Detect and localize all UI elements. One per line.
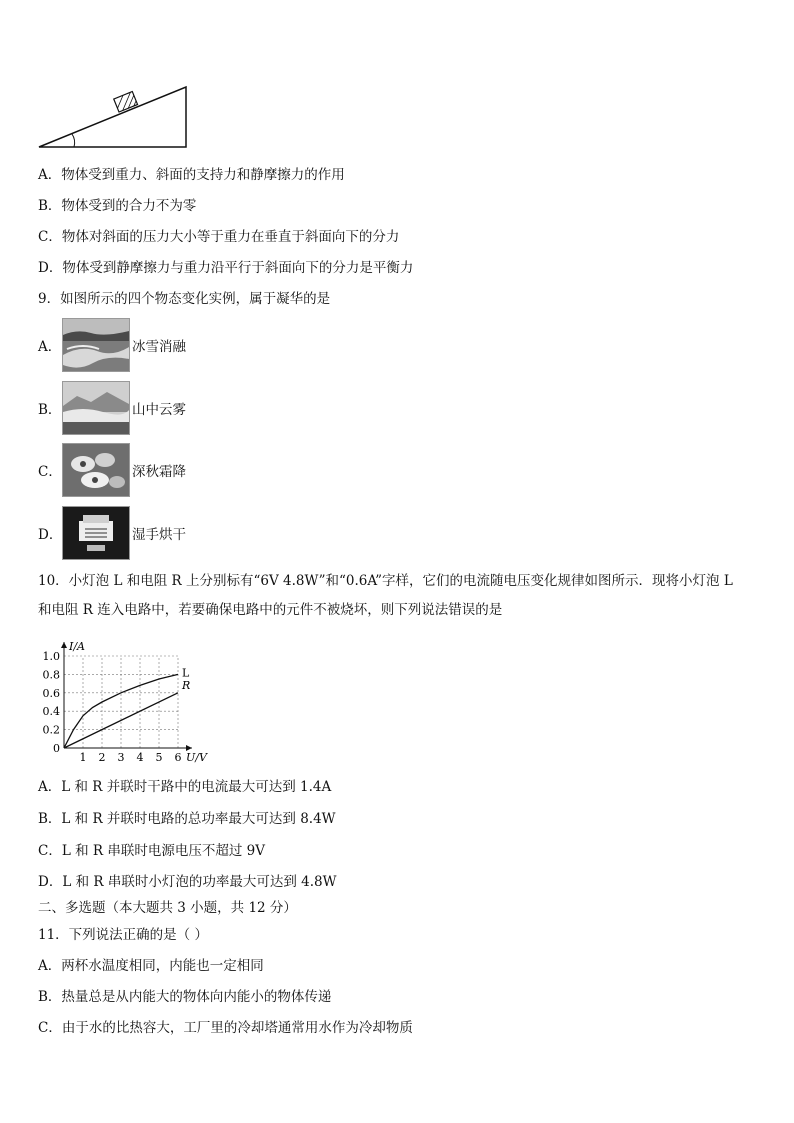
q11-stem: 11．下列说法正确的是（ ） <box>38 927 208 943</box>
x-tick-label: 3 <box>117 751 125 764</box>
q10-option-b: B．L 和 R 并联时电路的总功率最大可达到 8.4W <box>38 811 336 827</box>
q9-stem: 9．如图所示的四个物态变化实例，属于凝华的是 <box>38 291 331 307</box>
origin-label: 0 <box>53 742 60 755</box>
series-label-R: R <box>182 678 191 692</box>
x-tick-label: 6 <box>174 751 182 764</box>
q9-option-c <box>38 443 186 497</box>
section2-heading: 二、多选题（本大题共 3 小题，共 12 分） <box>38 900 297 916</box>
x-tick-label: 1 <box>79 751 87 764</box>
y-tick-label: 0.6 <box>42 686 60 700</box>
incline-triangle <box>39 87 186 147</box>
x-tick-label: 5 <box>155 751 163 764</box>
series-label-L: L <box>182 666 190 680</box>
option-caption: 冰雪消融 <box>132 339 186 355</box>
option-letter: A． <box>38 339 62 355</box>
q11-option-b: B．热量总是从内能大的物体向内能小的物体传递 <box>38 989 332 1005</box>
q10-stem-line1: 10．小灯泡 L 和电阻 R 上分别标有“6V 4.8W”和“0.6A”字样，它们的电流随电压变化规律如图所示．现将小灯泡 L <box>38 573 733 589</box>
q9-option-d <box>38 506 186 560</box>
q9-option-a <box>38 318 186 372</box>
q10-stem-line2: 和电阻 R 连入电路中，若要确保电路中的元件不被烧坏，则下列说法错误的是 <box>38 602 503 618</box>
option-letter: D． <box>38 527 63 543</box>
y-tick-label: 0.4 <box>42 705 60 719</box>
q8-option-d: D．物体受到静摩擦力与重力沿平行于斜面向下的分力是平衡力 <box>38 260 414 276</box>
q10-option-a: A．L 和 R 并联时干路中的电流最大可达到 1.4A <box>38 779 332 795</box>
y-axis-label: I/A <box>69 640 85 653</box>
option-caption: 湿手烘干 <box>132 527 186 543</box>
current-voltage-chart <box>38 636 228 766</box>
incline-figure <box>36 84 192 150</box>
q11-option-a: A．两杯水温度相同，内能也一定相同 <box>38 958 264 974</box>
melting-snow-photo <box>62 318 130 372</box>
option-caption: 山中云雾 <box>132 402 186 418</box>
q10-option-d: D．L 和 R 串联时小灯泡的功率最大可达到 4.8W <box>38 874 337 890</box>
q9-option-b <box>38 381 186 435</box>
option-letter: C． <box>38 464 62 480</box>
q8-option-c: C．物体对斜面的压力大小等于重力在垂直于斜面向下的分力 <box>38 229 400 245</box>
option-caption: 深秋霜降 <box>132 464 186 480</box>
q11-option-c: C．由于水的比热容大，工厂里的冷却塔通常用水作为冷却物质 <box>38 1020 413 1036</box>
hand-dryer-photo <box>62 506 130 560</box>
option-letter: B． <box>38 402 62 418</box>
mountain-fog-photo <box>62 381 130 435</box>
x-axis-label: U/V <box>186 751 207 764</box>
y-tick-label: 0.2 <box>42 723 60 737</box>
q10-option-c: C．L 和 R 串联时电源电压不超过 9V <box>38 843 265 859</box>
y-tick-label: 0.8 <box>42 668 60 682</box>
x-tick-label: 2 <box>98 751 106 764</box>
x-tick-label: 4 <box>136 751 144 764</box>
q8-option-b: B．物体受到的合力不为零 <box>38 198 197 214</box>
q8-option-a: A．物体受到重力、斜面的支持力和静摩擦力的作用 <box>38 167 345 183</box>
frost-photo <box>62 443 130 497</box>
angle-arc <box>72 134 75 147</box>
y-axis-arrow <box>61 642 67 648</box>
y-tick-label: 1.0 <box>42 650 60 663</box>
